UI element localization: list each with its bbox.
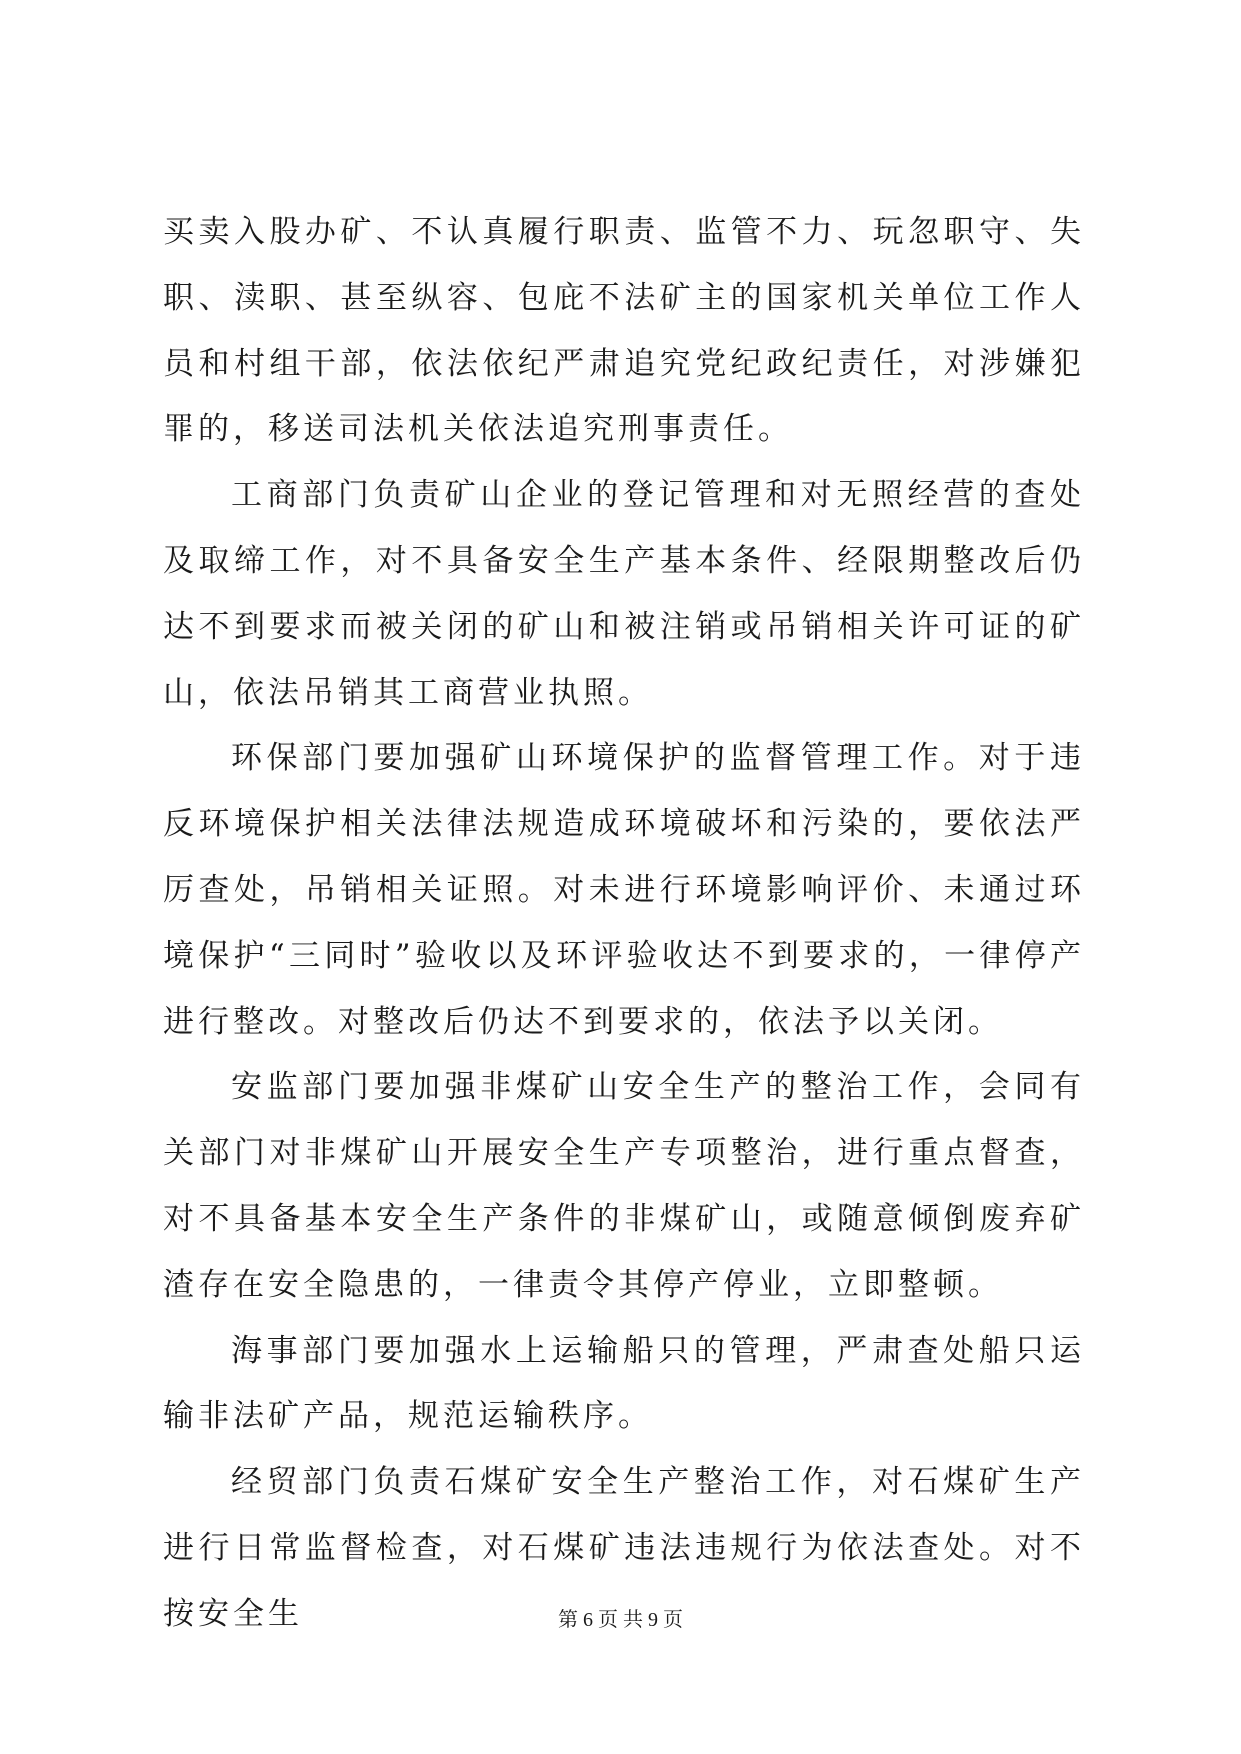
paragraph-6: 经贸部门负责石煤矿安全生产整治工作，对石煤矿生产进行日常监督检查，对石煤矿违法违规行为依法查处。对不按安全生 <box>163 1464 1085 1632</box>
paragraph-5: 海事部门要加强水上运输船只的管理，严肃查处船只运输非法矿产品，规范运输秩序。 <box>163 1332 1085 1435</box>
paragraph-1: 买卖入股办矿、不认真履行职责、监管不力、玩忽职守、失职、渎职、甚至纵容、包庇不法矿主的国家机关单位工作人员和村组干部，依法依纪严肃追究党纪政纪责任，对涉嫌犯罪的，移送司法机关依法追究刑事责任。 <box>163 214 1085 448</box>
body-text <box>163 200 1085 1648</box>
page-number-footer: 第 6 页 共 9 页 <box>558 1609 683 1631</box>
paragraph-2: 工商部门负责矿山企业的登记管理和对无照经营的查处及取缔工作，对不具备安全生产基本条件、经限期整改后仍达不到要求而被关闭的矿山和被注销或吊销相关许可证的矿山，依法吊销其工商营业执照。 <box>163 477 1085 711</box>
paragraph-4: 安监部门要加强非煤矿山安全生产的整治工作，会同有关部门对非煤矿山开展安全生产专项整治，进行重点督查，对不具备基本安全生产条件的非煤矿山，或随意倾倒废弃矿渣存在安全隐患的，一律责令其停产停业，立即整顿。 <box>163 1069 1085 1303</box>
paragraph-3: 环保部门要加强矿山环境保护的监督管理工作。对于违反环境保护相关法律法规造成环境破坏和污染的，要依法严厉查处，吊销相关证照。对未进行环境影响评价、未通过环境保护“三同时”验收以及环评验收达不到要求的，一律停产进行整改。对整改后仍达不到要求的，依法予以关闭。 <box>163 740 1085 1040</box>
